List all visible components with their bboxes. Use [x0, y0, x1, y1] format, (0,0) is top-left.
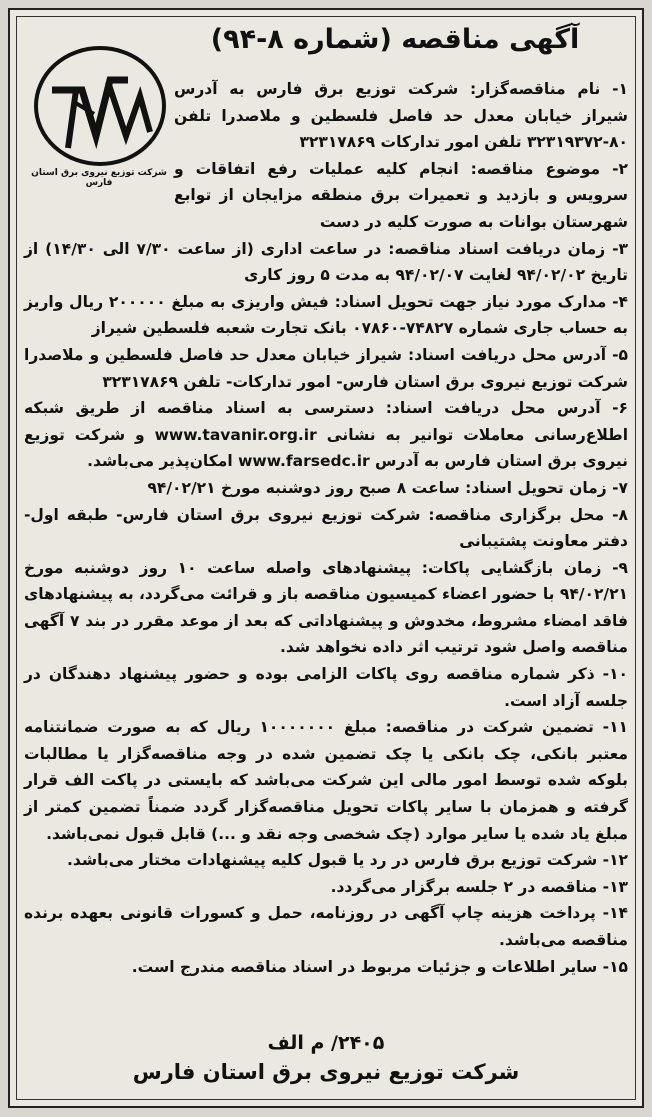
- item-1: ۱- نام مناقصه‌گزار: شرکت توزیع برق فارس به آدرس شیراز خیابان معدل حد فاصل فلسطین و ملاصدرا تلفن ۸۰-۳۲۳۱۹۳۷۲ تلفن امور تدارکات ۳۲۳۱۷۸۶۹: [174, 80, 628, 152]
- item-9: ۹- زمان بازگشایی پاکات: پیشنهادهای واصله ساعت ۱۰ روز دوشنبه مورخ ۹۴/۰۲/۲۱ با حضور اعضاء کمیسیون مناقصه باز و قرائت می‌گردد، به پیشنهادهای فاقد امضاء مشروط، مخدوش و پیشنهاداتی که بعد از موعد مقرر در بند ۷ آگهی مناقصه واصل شود ترتیب اثر داده نخواهد شد.: [24, 558, 628, 657]
- item-3: ۳- زمان دریافت اسناد مناقصه: در ساعت اداری (از ساعت ۷/۳۰ الی ۱۴/۳۰) از تاریخ ۹۴/۰۲/۰۲ لغایت ۹۴/۰۲/۰۷ به مدت ۵ روز کاری: [24, 239, 629, 285]
- item-11: ۱۱- تضمین شرکت در مناقصه: مبلغ ۱۰۰۰۰۰۰۰ ریال که به صورت ضمانتنامه معتبر بانکی، چک بانکی یا چک تضمین شده در وجه مناقصه‌گزار یا مطالبات بلوکه شده توسط امور مالی این شرکت می‌باشد که بایستی در پاکت الف قرار گرفته و همزمان با سایر پاکات تحویل مناقصه‌گزار گردد ضمناً تضمین کمتر از مبلغ یاد شده یا سایر موارد (چک شخصی وجه نقد و ...) قابل قبول نمی‌باشد.: [24, 718, 628, 843]
- item-12: ۱۲- شرکت توزیع برق فارس در رد یا قبول کلیه پیشنهادات مختار می‌باشد.: [67, 851, 628, 870]
- logo-caption: شرکت توزیع نیروی برق استان فارس: [31, 168, 167, 188]
- tender-notice: [8, 8, 644, 1108]
- item-4: ۴- مدارک مورد نیاز جهت تحویل اسناد: فیش واریزی به مبلغ ۲۰۰۰۰۰ ریال واریز به حساب جاری شماره ۷۴۸۲۷-۰۷۸۶۰ بانک تجارت شعبه فلسطین شیراز: [24, 292, 628, 338]
- item-14: ۱۴- پرداخت هزینه چاپ آگهی در روزنامه، حمل و کسورات قانونی بعهده برنده مناقصه می‌باشد.: [24, 904, 628, 949]
- notice-body: [24, 76, 628, 980]
- item-2: ۲- موضوع مناقصه: انجام کلیه عملیات رفع اتفاقات و سرویس و بازدید و تعمیرات برق منطقه مزایجان از توابع شهرستان بوانات به صورت کلیه در دست: [174, 159, 628, 231]
- notice-footer: [10, 1032, 642, 1084]
- item-8: ۸- محل برگزاری مناقصه: شرکت توزیع نیروی برق استان فارس- طبقه اول- دفتر معاونت پشتیبانی: [24, 505, 628, 551]
- notice-code: ۲۴۰۵/ م الف: [267, 1032, 385, 1054]
- item-10: ۱۰- ذکر شماره مناقصه روی پاکات الزامی بوده و حضور پیشنهاد دهندگان در جلسه آزاد است.: [24, 665, 628, 710]
- notice-title: آگهی مناقصه (شماره ۸-۹۴): [210, 24, 580, 55]
- issuing-organization: شرکت توزیع نیروی برق استان فارس: [132, 1060, 520, 1084]
- item-6: ۶- آدرس محل دریافت اسناد: دسترسی به اسناد مناقصه از طریق شبکه اطلاع‌رسانی معاملات توانیر به نشانی www.tavanir.org.ir و شرکت توزیع نیروی برق استان فارس به آدرس www.farsedc.ir امکان‌پذیر می‌باشد.: [24, 399, 629, 471]
- item-7: ۷- زمان تحویل اسناد: ساعت ۸ صبح روز دوشنبه مورخ ۹۴/۰۲/۲۱: [147, 478, 628, 497]
- item-15: ۱۵- سایر اطلاعات و جزئیات مربوط در اسناد مناقصه مندرج است.: [131, 957, 628, 976]
- item-5: ۵- آدرس محل دریافت اسناد: شیراز خیابان معدل حد فاصل فلسطین و ملاصدرا شرکت توزیع نیروی برق استان فارس- امور تدارکات- تلفن ۳۲۳۱۷۸۶۹: [24, 345, 628, 391]
- item-13: ۱۳- مناقصه در ۲ جلسه برگزار می‌گردد.: [330, 877, 628, 896]
